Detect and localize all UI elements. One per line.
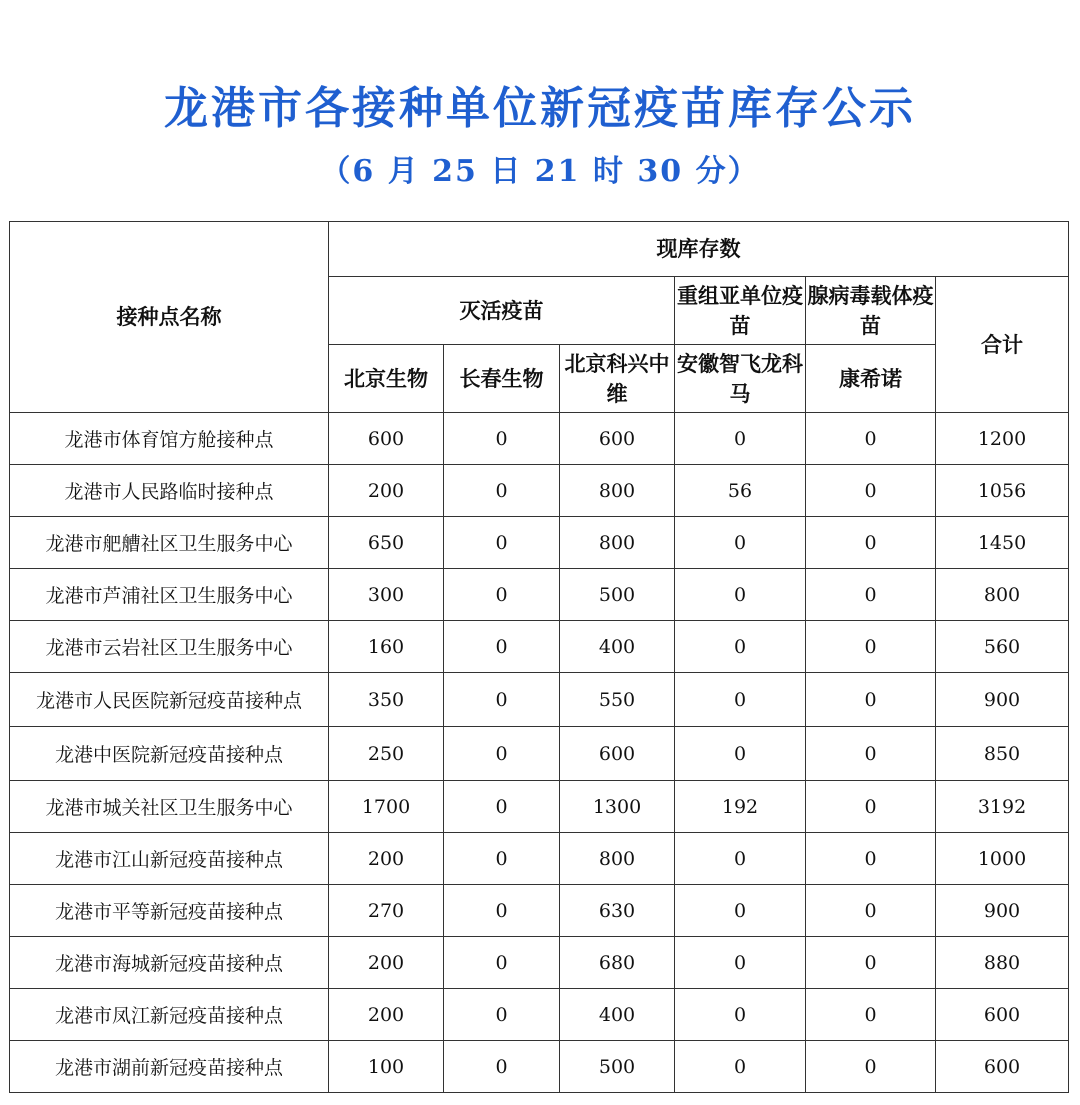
stock-cell-total: 850 bbox=[936, 727, 1069, 781]
stock-cell-zhifei: 56 bbox=[675, 465, 806, 517]
stock-cell-beijing-bio: 200 bbox=[329, 465, 444, 517]
stock-cell-beijing-bio: 1700 bbox=[329, 781, 444, 833]
stock-cell-total: 800 bbox=[936, 569, 1069, 621]
stock-cell-sinovac: 400 bbox=[560, 989, 675, 1041]
stock-cell-cansino: 0 bbox=[806, 621, 936, 673]
table-row bbox=[10, 413, 1069, 465]
stock-cell-beijing-bio: 100 bbox=[329, 1041, 444, 1093]
stock-cell-cansino: 0 bbox=[806, 1041, 936, 1093]
table-row bbox=[10, 569, 1069, 621]
site-name-cell: 龙港市城关社区卫生服务中心 bbox=[10, 781, 329, 833]
table-row bbox=[10, 727, 1069, 781]
stock-cell-cansino: 0 bbox=[806, 937, 936, 989]
stock-cell-beijing-bio: 350 bbox=[329, 673, 444, 727]
stock-cell-cansino: 0 bbox=[806, 781, 936, 833]
stock-cell-changchun-bio: 0 bbox=[444, 465, 560, 517]
stock-cell-zhifei: 0 bbox=[675, 673, 806, 727]
header-current-stock: 现库存数 bbox=[329, 222, 1069, 277]
stock-cell-total: 880 bbox=[936, 937, 1069, 989]
table-row bbox=[10, 781, 1069, 833]
stock-cell-total: 1450 bbox=[936, 517, 1069, 569]
stock-cell-zhifei: 192 bbox=[675, 781, 806, 833]
stock-cell-total: 560 bbox=[936, 621, 1069, 673]
stock-cell-total: 600 bbox=[936, 989, 1069, 1041]
site-name-cell: 龙港市海城新冠疫苗接种点 bbox=[10, 937, 329, 989]
stock-cell-cansino: 0 bbox=[806, 885, 936, 937]
stock-cell-cansino: 0 bbox=[806, 465, 936, 517]
stock-cell-changchun-bio: 0 bbox=[444, 781, 560, 833]
vaccine-stock-table bbox=[9, 221, 1069, 1093]
stock-cell-sinovac: 400 bbox=[560, 621, 675, 673]
stock-cell-changchun-bio: 0 bbox=[444, 413, 560, 465]
stock-cell-beijing-bio: 600 bbox=[329, 413, 444, 465]
stock-cell-beijing-bio: 200 bbox=[329, 833, 444, 885]
page-title: 龙港市各接种单位新冠疫苗库存公示 bbox=[164, 83, 916, 134]
stock-cell-zhifei: 0 bbox=[675, 1041, 806, 1093]
stock-cell-cansino: 0 bbox=[806, 569, 936, 621]
stock-cell-changchun-bio: 0 bbox=[444, 673, 560, 727]
stock-cell-sinovac: 800 bbox=[560, 833, 675, 885]
table-row bbox=[10, 517, 1069, 569]
stock-cell-changchun-bio: 0 bbox=[444, 569, 560, 621]
header-brand-beijing-bio: 北京生物 bbox=[329, 345, 444, 413]
site-name-cell: 龙港市凤江新冠疫苗接种点 bbox=[10, 989, 329, 1041]
stock-cell-sinovac: 800 bbox=[560, 517, 675, 569]
site-name-cell: 龙港市江山新冠疫苗接种点 bbox=[10, 833, 329, 885]
table-row bbox=[10, 673, 1069, 727]
site-name-cell: 龙港中医院新冠疫苗接种点 bbox=[10, 727, 329, 781]
stock-cell-zhifei: 0 bbox=[675, 727, 806, 781]
stock-cell-sinovac: 630 bbox=[560, 885, 675, 937]
stock-cell-zhifei: 0 bbox=[675, 937, 806, 989]
header-inactivated-vaccine: 灭活疫苗 bbox=[329, 277, 675, 345]
header-brand-sinovac: 北京科兴中维 bbox=[560, 345, 675, 413]
stock-cell-total: 1056 bbox=[936, 465, 1069, 517]
stock-cell-changchun-bio: 0 bbox=[444, 937, 560, 989]
table-row bbox=[10, 937, 1069, 989]
stock-cell-sinovac: 600 bbox=[560, 413, 675, 465]
table-row bbox=[10, 621, 1069, 673]
stock-cell-zhifei: 0 bbox=[675, 413, 806, 465]
stock-cell-beijing-bio: 200 bbox=[329, 989, 444, 1041]
stock-cell-sinovac: 1300 bbox=[560, 781, 675, 833]
site-name-cell: 龙港市芦浦社区卫生服务中心 bbox=[10, 569, 329, 621]
site-name-cell: 龙港市舥艚社区卫生服务中心 bbox=[10, 517, 329, 569]
stock-cell-sinovac: 500 bbox=[560, 1041, 675, 1093]
stock-cell-changchun-bio: 0 bbox=[444, 621, 560, 673]
site-name-cell: 龙港市平等新冠疫苗接种点 bbox=[10, 885, 329, 937]
stock-cell-beijing-bio: 160 bbox=[329, 621, 444, 673]
table-row bbox=[10, 1041, 1069, 1093]
page-subtitle: （6 月 25 日 21 时 30 分） bbox=[320, 154, 760, 189]
stock-cell-sinovac: 600 bbox=[560, 727, 675, 781]
stock-cell-total: 900 bbox=[936, 673, 1069, 727]
stock-cell-total: 3192 bbox=[936, 781, 1069, 833]
site-name-cell: 龙港市人民医院新冠疫苗接种点 bbox=[10, 673, 329, 727]
header-adenovirus-vaccine: 腺病毒载体疫苗 bbox=[806, 277, 936, 345]
stock-cell-zhifei: 0 bbox=[675, 569, 806, 621]
stock-cell-cansino: 0 bbox=[806, 989, 936, 1041]
stock-cell-cansino: 0 bbox=[806, 833, 936, 885]
stock-cell-cansino: 0 bbox=[806, 727, 936, 781]
stock-cell-changchun-bio: 0 bbox=[444, 833, 560, 885]
header-brand-changchun-bio: 长春生物 bbox=[444, 345, 560, 413]
stock-cell-sinovac: 550 bbox=[560, 673, 675, 727]
stock-cell-zhifei: 0 bbox=[675, 517, 806, 569]
stock-cell-total: 600 bbox=[936, 1041, 1069, 1093]
stock-cell-beijing-bio: 250 bbox=[329, 727, 444, 781]
stock-cell-total: 1200 bbox=[936, 413, 1069, 465]
stock-cell-beijing-bio: 650 bbox=[329, 517, 444, 569]
header-site-name: 接种点名称 bbox=[10, 222, 329, 413]
table-row bbox=[10, 465, 1069, 517]
table-body bbox=[10, 413, 1069, 1093]
stock-cell-total: 900 bbox=[936, 885, 1069, 937]
stock-cell-zhifei: 0 bbox=[675, 833, 806, 885]
table-row bbox=[10, 885, 1069, 937]
stock-cell-sinovac: 500 bbox=[560, 569, 675, 621]
stock-cell-sinovac: 800 bbox=[560, 465, 675, 517]
stock-cell-cansino: 0 bbox=[806, 413, 936, 465]
stock-cell-changchun-bio: 0 bbox=[444, 1041, 560, 1093]
table-row bbox=[10, 989, 1069, 1041]
stock-cell-cansino: 0 bbox=[806, 517, 936, 569]
stock-cell-changchun-bio: 0 bbox=[444, 885, 560, 937]
stock-cell-changchun-bio: 0 bbox=[444, 517, 560, 569]
header-total: 合计 bbox=[936, 277, 1069, 413]
site-name-cell: 龙港市体育馆方舱接种点 bbox=[10, 413, 329, 465]
header-recombinant-vaccine: 重组亚单位疫苗 bbox=[675, 277, 806, 345]
header-brand-zhifei: 安徽智飞龙科马 bbox=[675, 345, 806, 413]
site-name-cell: 龙港市云岩社区卫生服务中心 bbox=[10, 621, 329, 673]
stock-cell-beijing-bio: 300 bbox=[329, 569, 444, 621]
stock-cell-cansino: 0 bbox=[806, 673, 936, 727]
stock-cell-zhifei: 0 bbox=[675, 989, 806, 1041]
stock-cell-changchun-bio: 0 bbox=[444, 989, 560, 1041]
site-name-cell: 龙港市湖前新冠疫苗接种点 bbox=[10, 1041, 329, 1093]
header-brand-cansino: 康希诺 bbox=[806, 345, 936, 413]
stock-cell-changchun-bio: 0 bbox=[444, 727, 560, 781]
stock-cell-zhifei: 0 bbox=[675, 885, 806, 937]
stock-cell-sinovac: 680 bbox=[560, 937, 675, 989]
stock-cell-beijing-bio: 270 bbox=[329, 885, 444, 937]
stock-cell-total: 1000 bbox=[936, 833, 1069, 885]
stock-cell-beijing-bio: 200 bbox=[329, 937, 444, 989]
site-name-cell: 龙港市人民路临时接种点 bbox=[10, 465, 329, 517]
table-row bbox=[10, 833, 1069, 885]
stock-cell-zhifei: 0 bbox=[675, 621, 806, 673]
